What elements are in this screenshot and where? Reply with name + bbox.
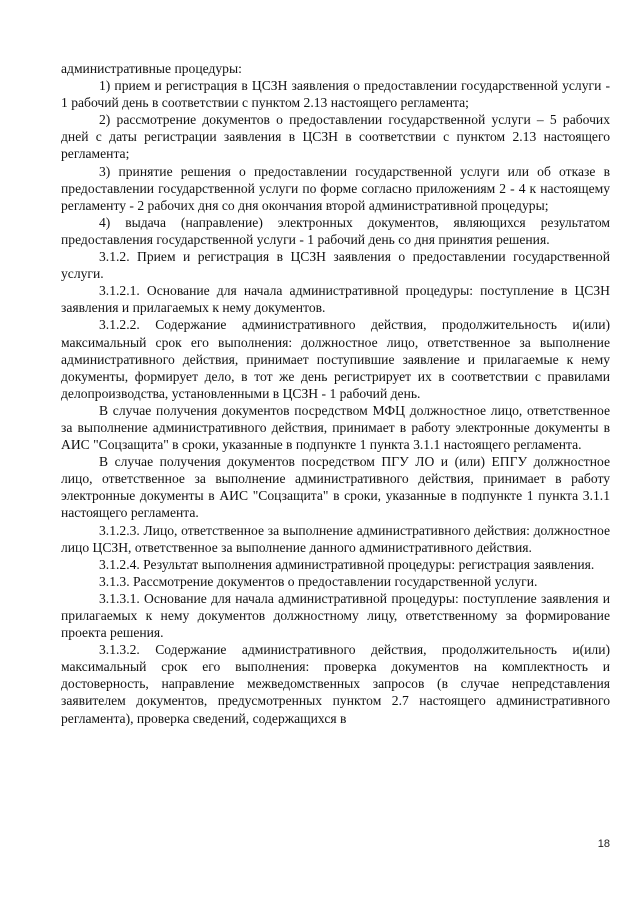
paragraph: 1) прием и регистрация в ЦСЗН заявления о предоставлении государственной услуги - 1 рабочий день в соответствии с пунктом 2.13 настоящего регламента; (61, 78, 610, 111)
page-number: 18 (597, 838, 610, 850)
paragraph: административные процедуры: (61, 61, 242, 76)
paragraph: 3.1.3. Рассмотрение документов о предоставлении государственной услуги. (99, 573, 538, 589)
paragraph: 3.1.2.1. Основание для начала административной процедуры: поступление в ЦСЗН заявления и прилагаемых к нему документов. (61, 283, 610, 316)
paragraph: 3.1.2. Прием и регистрация в ЦСЗН заявления о предоставлении государственной услуги. (61, 249, 610, 282)
paragraph: 2) рассмотрение документов о предоставлении государственной услуги – 5 рабочих дней с даты регистрации заявления в ЦСЗН в соответствии с пунктом 2.13 настоящего регламента; (61, 112, 610, 162)
paragraph: 3.1.2.2. Содержание административного действия, продолжительность и(или) максимальный срок его выполнения: должностное лицо, ответственное за выполнение административного действия, принимает поступившие заявление и прилагаемые к нему документы, формирует дело, в тот же день регистрирует их в соответствии с правилами делопроизводства, установленными в ЦСЗН - 1 рабочий день. (61, 317, 610, 401)
paragraph: 3.1.3.1. Основание для начала административной процедуры: поступление заявления и прилагаемых к нему документов должностному лицу, ответственному за формирование проекта решения. (61, 590, 610, 641)
paragraph: 4) выдача (направление) электронных документов, являющихся результатом предоставления государственной услуги - 1 рабочий день со дня принятия решения. (61, 214, 610, 247)
paragraph: 3.1.2.4. Результат выполнения административной процедуры: регистрация заявления. (99, 556, 595, 572)
paragraph: 3.1.2.3. Лицо, ответственное за выполнение административного действия: должностное лицо ЦСЗН, ответственное за выполнение данного административного действия. (61, 522, 610, 555)
paragraph: В случае получения документов посредством МФЦ должностное лицо, ответственное за выполнение административного действия, принимает в работу электронные документы в АИС "Соцзащита" в сроки, указанные в подпункте 1 пункта 3.1.1 настоящего регламента. (61, 402, 610, 453)
paragraph: 3) принятие решения о предоставлении государственной услуги или об отказе в предоставлении государственной услуги по форме согласно приложениям 2 - 4 к настоящему регламенту - 2 рабочих дня со дня окончания второй административной процедуры; (61, 163, 610, 213)
paragraph: 3.1.3.2. Содержание административного действия, продолжительность и(или) максимальный срок его выполнения: проверка документов на комплектность и достоверность, направление межведомственных запросов (в случае непредставления заявителем документов, предусмотренных пунктом 2.7 настоящего административного регламента), проверка сведений, содержащихся в (61, 642, 610, 726)
document-body (61, 60, 610, 727)
paragraph: В случае получения документов посредством ПГУ ЛО и (или) ЕПГУ должностное лицо, ответственное за выполнение административного действия, принимает в работу электронные документы в АИС "Соцзащита" в сроки, указанные в подпункте 1 пункта 3.1.1 настоящего регламента. (61, 454, 610, 521)
